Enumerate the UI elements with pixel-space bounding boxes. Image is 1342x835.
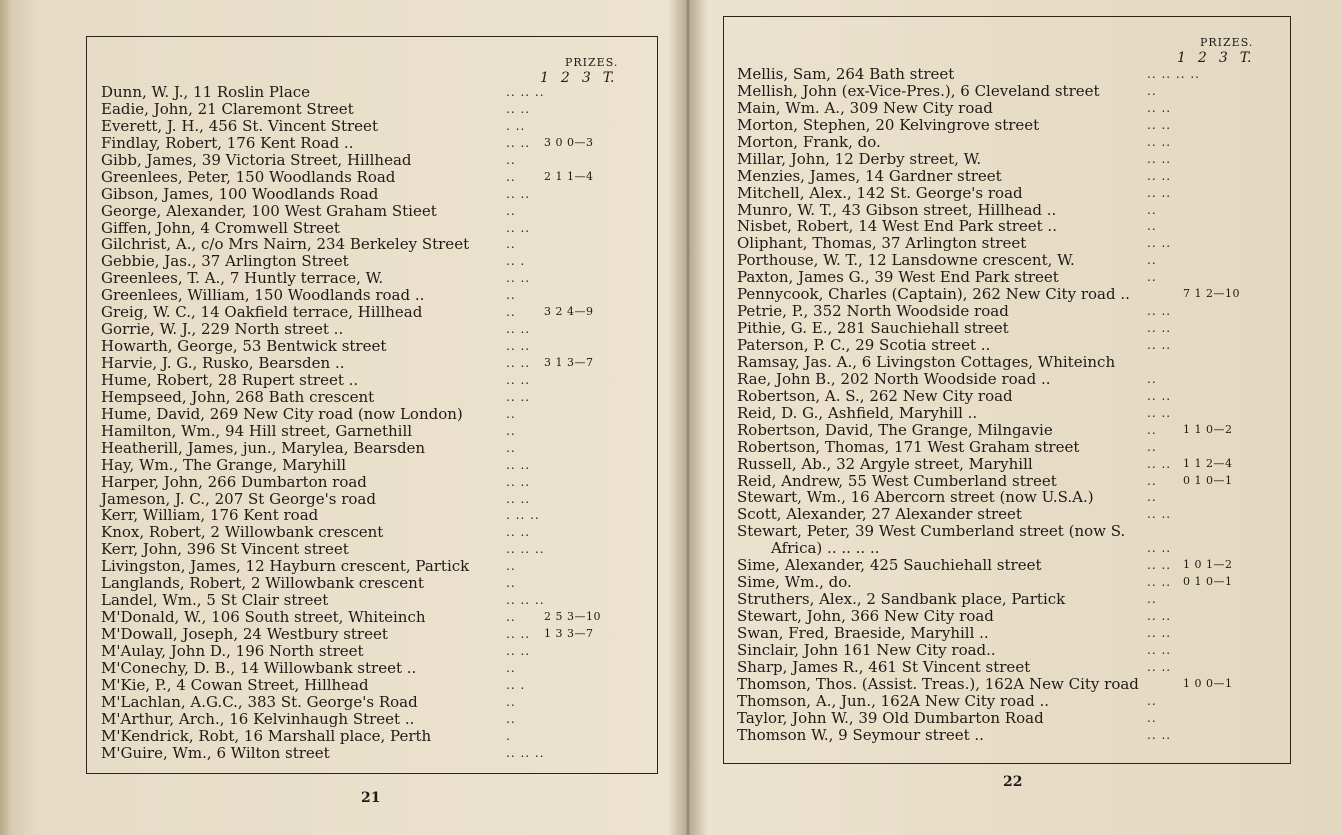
leader-dots: .. .. [1147,642,1172,657]
leader-dots: .. .. [506,220,531,235]
member-entry: Kerr, John, 396 St Vincent street [101,540,349,559]
member-entry: Thomson W., 9 Seymour street .. [737,725,984,744]
prize-col-3: 3 [1218,50,1228,66]
list-item [737,557,1282,574]
member-entry: Paterson, P. C., 29 Scotia street .. [737,336,991,354]
leader-dots: .. . [506,254,526,269]
list-item [737,693,1282,710]
leader-dots: .. .. [1147,727,1172,742]
member-entry: Stewart, Peter, 39 West Cumberland street (now S. [737,522,1126,541]
list-item [101,203,646,220]
leader-dots: .. .. [1147,151,1172,166]
leader-dots: .. .. [506,186,531,201]
leader-dots: .. [1147,270,1157,285]
prize-col-2: 2 [560,70,570,86]
leader-dots: .. [506,406,516,421]
member-entry: Jameson, J. C., 207 St George's road [101,489,376,508]
list-item [101,507,646,524]
member-entry: Langlands, Robert, 2 Willowbank crescent [101,574,424,593]
leader-dots: .. .. [1147,659,1172,674]
prizes-heading: PRIZES. [565,56,619,69]
list-item [101,84,646,101]
member-entry: Sime, Alexander, 425 Sauchiehall street [737,556,1042,575]
leader-dots: .. [1147,202,1157,217]
leader-dots: .. .. [1147,507,1172,522]
member-entry: Greenlees, Peter, 150 Woodlands Road [101,167,396,186]
list-item [101,711,646,728]
list-item [101,253,646,270]
member-entry: Thomson, Thos. (Assist. Treas.), 162A New City road [737,674,1139,693]
member-entry: Mitchell, Alex., 142 St. George's road [737,183,1023,202]
list-item [737,405,1282,422]
leader-dots: .. [506,694,516,709]
list-item [101,643,646,660]
page-number: 22 [1003,774,1023,790]
prize-tally: 2 5 3—10 [544,610,601,624]
member-entry: Knox, Robert, 2 Willowbank crescent [101,523,384,542]
member-entry: M'Guire, Wm., 6 Wilton street [101,743,330,762]
member-entry: Hume, David, 269 New City road (now London) [101,404,463,423]
list-item [737,218,1282,235]
member-entry: Eadie, John, 21 Claremont Street [101,99,354,118]
prize-tally: 1 0 0—1 [1183,676,1233,690]
member-entry: Morton, Frank, do. [737,132,881,151]
leader-dots: .. [1147,422,1157,437]
member-entry: Robertson, David, The Grange, Milngavie [737,420,1053,439]
leader-dots: .. .. [506,457,531,472]
leader-dots: .. .. [1147,609,1172,623]
member-entry: M'Donald, W., 106 South street, Whiteinch [101,608,426,627]
leader-dots: .. .. [1147,575,1172,590]
prize-tally: 0 1 0—1 [1183,473,1233,487]
list-item [737,625,1282,642]
prize-tally: 2 1 1—4 [544,169,594,183]
leader-dots: .. [506,237,516,252]
leader-dots: .. [506,152,516,167]
list-item [737,83,1282,100]
leader-dots: .. [506,423,516,438]
list-item [101,440,646,457]
leader-dots: .. [1147,490,1157,505]
member-entry: Porthouse, W. T., 12 Lansdowne crescent, W. [737,251,1075,270]
member-entry: Nisbet, Robert, 14 West End Park street .. [737,217,1057,236]
list-item [737,252,1282,269]
list-item [737,489,1282,506]
prize-tally: 1 3 3—7 [544,627,594,640]
leader-dots: . .. .. [506,508,540,523]
leader-dots: .. [506,305,516,320]
list-item [737,100,1282,117]
list-item [101,694,646,711]
member-entry: Menzies, James, 14 Gardner street [737,166,1002,185]
right-page [683,0,1342,835]
leader-dots: .. .. [506,101,531,116]
leader-dots: .. .. [1147,405,1172,420]
leader-dots: .. .. .. [506,542,545,557]
member-entry: Paxton, James G., 39 West End Park street [737,268,1059,287]
list-item [737,591,1282,608]
member-entry: Giffen, John, 4 Cromwell Street [101,218,340,237]
list-item [737,523,1282,540]
leader-dots: .. .. .. [506,745,545,760]
list-item [101,491,646,508]
member-entry: Robertson, A. S., 262 New City road [737,386,1013,405]
list-item [737,269,1282,286]
leader-dots: .. [506,440,516,455]
page-number: 21 [361,790,381,806]
leader-dots: .. [1147,710,1157,725]
list-item [101,677,646,694]
list-item [101,118,646,135]
member-entry: M'Lachlan, A.G.C., 383 St. George's Road [101,692,418,711]
leader-dots: . [506,728,511,743]
member-entry: Millar, John, 12 Derby street, W. [737,149,982,168]
leader-dots: .. .. .. .. [1147,67,1200,81]
member-entry: Greenlees, William, 150 Woodlands road .. [101,286,425,305]
list-item [737,286,1282,303]
leader-dots: .. [506,169,516,184]
list-item [737,185,1282,202]
member-entry: Struthers, Alex., 2 Sandbank place, Partick [737,590,1066,609]
member-entry: Munro, W. T., 43 Gibson street, Hillhead .. [737,200,1057,219]
leader-dots: .. [1147,83,1157,98]
member-entry: Mellish, John (ex-Vice-Pres.), 6 Cleveland street [737,81,1100,100]
list-item [101,355,646,372]
list-item [101,321,646,338]
list-item [101,541,646,558]
member-entry: Hempseed, John, 268 Bath crescent [101,387,375,406]
list-item [101,389,646,406]
list-item [737,151,1282,168]
member-entry: Reid, D. G., Ashfield, Maryhill .. [737,403,978,422]
leader-dots: .. [506,711,516,726]
list-item [737,608,1282,625]
list-item [101,457,646,474]
member-entry: Gibb, James, 39 Victoria Street, Hillhead [101,150,412,169]
list-item [101,372,646,389]
member-entry: Reid, Andrew, 55 West Cumberland street [737,471,1057,490]
member-entry: Swan, Fred, Braeside, Maryhill .. [737,623,989,642]
prize-tally: 0 1 0—1 [1183,575,1233,589]
list-item [101,626,646,643]
leader-dots: .. .. [506,339,531,354]
member-entry: Mellis, Sam, 264 Bath street [737,65,955,83]
member-entry: Pithie, G. E., 281 Sauchiehall street [737,319,1009,338]
list-item [101,423,646,440]
member-entry: Petrie, P., 352 North Woodside road [737,302,1009,321]
member-entry: Taylor, John W., 39 Old Dumbarton Road [737,708,1044,727]
leader-dots: .. [1147,439,1157,454]
list-item [737,320,1282,337]
member-entry: Gilchrist, A., c/o Mrs Nairn, 234 Berkeley Street [101,235,470,254]
member-entry: Dunn, W. J., 11 Roslin Place [101,83,311,101]
list-item [737,439,1282,456]
leader-dots: .. .. [1147,338,1172,352]
member-entry: Findlay, Robert, 176 Kent Road .. [101,133,354,152]
member-entry: Everett, J. H., 456 St. Vincent Street [101,116,378,135]
leader-dots: .. [1147,693,1157,708]
member-entry: Sinclair, John 161 New City road.. [737,640,996,659]
member-entry: Heatherill, James, jun., Marylea, Bearsden [101,438,426,457]
member-entry: George, Alexander, 100 West Graham Stieet [101,201,437,220]
member-entry: Howarth, George, 53 Bentwick street [101,337,387,356]
prize-col-3: 3 [581,70,591,86]
list-item [737,388,1282,405]
list-item [101,236,646,253]
member-entry: M'Aulay, John D., 196 North street [101,641,364,660]
leader-dots: .. [506,610,516,625]
leader-dots: .. [506,559,516,574]
leader-dots: .. .. [506,474,531,489]
leader-dots: .. [506,288,516,303]
member-entry: Robertson, Thomas, 171 West Graham street [737,437,1080,456]
list-item [101,745,646,762]
list-item [101,558,646,575]
prize-tally: 1 1 2—4 [1183,456,1233,470]
list-item [737,168,1282,185]
list-item [737,66,1282,83]
list-item [101,524,646,541]
list-item [737,337,1282,354]
leader-dots: .. .. [506,643,531,658]
list-item [101,406,646,423]
list-item [737,354,1282,371]
member-entry: Livingston, James, 12 Hayburn crescent, Partick [101,557,470,576]
member-entry: M'Kie, P., 4 Cowan Street, Hillhead [101,675,369,694]
leader-dots: .. .. [506,271,531,286]
list-item [101,287,646,304]
member-entry: Hay, Wm., The Grange, Maryhill [101,455,347,474]
member-entry: Greig, W. C., 14 Oakfield terrace, Hillhead [101,303,423,322]
leader-dots: .. [1147,371,1157,386]
prizes-heading: PRIZES. [1200,36,1254,49]
leader-dots: .. .. [506,135,531,150]
leader-dots: .. .. [1147,236,1172,251]
list-item [737,371,1282,388]
leader-dots: .. .. .. [506,593,545,608]
leader-dots: .. [1147,219,1157,234]
leader-dots: .. .. .. [506,85,545,99]
leader-dots: .. .. [506,322,531,337]
prize-tally: 3 0 0—3 [544,135,594,149]
member-entry: Pennycook, Charles (Captain), 262 New City road .. [737,285,1130,304]
list-item [101,152,646,169]
member-entry: M'Kendrick, Robt, 16 Marshall place, Perth [101,726,432,745]
prize-column-headers [1177,50,1252,66]
member-entry: Sharp, James R., 461 St Vincent street [737,657,1031,676]
list-item [737,642,1282,659]
leader-dots: .. [1147,473,1157,488]
leader-dots: .. .. [1147,185,1172,200]
list-item [101,135,646,152]
list-item [101,660,646,677]
leader-dots: .. [1147,592,1157,607]
list-item [737,456,1282,473]
member-entry: Sime, Wm., do. [737,573,852,592]
prize-col-total: T. [602,70,615,86]
leader-dots: .. .. [506,389,531,404]
list-item [737,676,1282,693]
member-entry: Ramsay, Jas. A., 6 Livingston Cottages, Whiteinch [737,352,1116,371]
leader-dots: .. .. [1147,117,1172,132]
list-item [101,338,646,355]
member-entry: Landel, Wm., 5 St Clair street [101,591,329,610]
member-entry: Stewart, Wm., 16 Abercorn street (now U.S.A.) [737,488,1094,507]
leader-dots: .. [506,660,516,675]
list-item [737,303,1282,320]
list-item [101,609,646,626]
prize-tally: 1 1 0—2 [1183,422,1233,436]
list-item [737,574,1282,591]
member-entry: M'Dowall, Joseph, 24 Westbury street [101,625,388,643]
member-entry: M'Arthur, Arch., 16 Kelvinhaugh Street .. [101,709,415,728]
list-item [101,304,646,321]
member-list [101,84,646,762]
list-item [737,540,1282,557]
prize-tally: 3 2 4—9 [544,305,594,319]
member-entry: Gibson, James, 100 Woodlands Road [101,184,379,203]
leader-dots: .. .. [506,627,531,641]
list-item [737,117,1282,134]
list-item [737,710,1282,727]
list-item [101,270,646,287]
list-item [737,506,1282,523]
member-entry: Oliphant, Thomas, 37 Arlington street [737,234,1027,253]
member-entry: Thomson, A., Jun., 162A New City road .. [737,691,1050,710]
leader-dots: .. .. [1147,456,1172,471]
leader-dots: .. .. [1147,100,1172,115]
member-entry: M'Conechy, D. B., 14 Willowbank street .. [101,658,417,677]
member-entry: Stewart, John, 366 New City road [737,607,994,625]
member-entry: Hamilton, Wm., 94 Hill street, Garnethill [101,421,413,440]
member-entry: Hume, Robert, 28 Rupert street .. [101,370,359,389]
leader-dots: .. .. [1147,321,1172,336]
prize-col-1: 1 [1177,50,1186,66]
list-item [101,575,646,592]
member-entry: Greenlees, T. A., 7 Huntly terrace, W. [101,269,384,288]
member-entry: Harper, John, 266 Dumbarton road [101,472,367,491]
leader-dots: .. . [506,677,526,692]
prize-col-2: 2 [1197,50,1207,66]
list-item [101,101,646,118]
list-item [737,659,1282,676]
leader-dots: .. .. [1147,134,1172,149]
prize-tally: 7 1 2—10 [1183,287,1240,301]
list-item [737,473,1282,490]
member-list [737,66,1282,744]
list-item [101,186,646,203]
list-item [737,202,1282,219]
member-entry: Morton, Stephen, 20 Kelvingrove street [737,115,1040,134]
leader-dots: .. .. [1147,541,1172,556]
member-entry: Gorrie, W. J., 229 North street .. [101,320,344,339]
leader-dots: .. .. [506,356,531,370]
list-item [101,474,646,491]
leader-dots: .. [506,203,516,218]
list-item [737,235,1282,252]
leader-dots: .. .. [1147,388,1172,403]
member-entry: Harvie, J. G., Rusko, Bearsden .. [101,354,345,372]
leader-dots: .. .. [1147,558,1172,573]
list-item [737,727,1282,744]
list-item [101,592,646,609]
member-entry: Scott, Alexander, 27 Alexander street [737,505,1022,524]
leader-dots: .. .. [1147,168,1172,183]
leader-dots: .. .. [506,525,531,540]
list-item [737,134,1282,151]
member-entry: Kerr, William, 176 Kent road [101,506,319,525]
leader-dots: .. [506,576,516,591]
leader-dots: . .. [506,118,526,133]
member-entry: Africa) .. .. .. .. [771,539,880,558]
leader-dots: .. .. [506,372,531,387]
prize-tally: 1 0 1—2 [1183,558,1233,572]
leader-dots: .. .. [1147,625,1172,640]
leader-dots: .. .. [506,491,531,506]
prize-tally: 3 1 3—7 [544,356,594,369]
leader-dots: .. .. [1147,304,1172,319]
member-entry: Russell, Ab., 32 Argyle street, Maryhill [737,454,1033,473]
list-item [101,220,646,237]
list-item [101,728,646,745]
member-entry: Main, Wm. A., 309 New City road [737,98,993,117]
list-item [101,169,646,186]
list-item [737,422,1282,439]
prize-col-total: T. [1239,50,1252,66]
member-entry: Rae, John B., 202 North Woodside road .. [737,369,1051,388]
leader-dots: .. [1147,253,1157,268]
member-entry: Gebbie, Jas., 37 Arlington Street [101,252,349,271]
prize-col-1: 1 [540,70,549,86]
